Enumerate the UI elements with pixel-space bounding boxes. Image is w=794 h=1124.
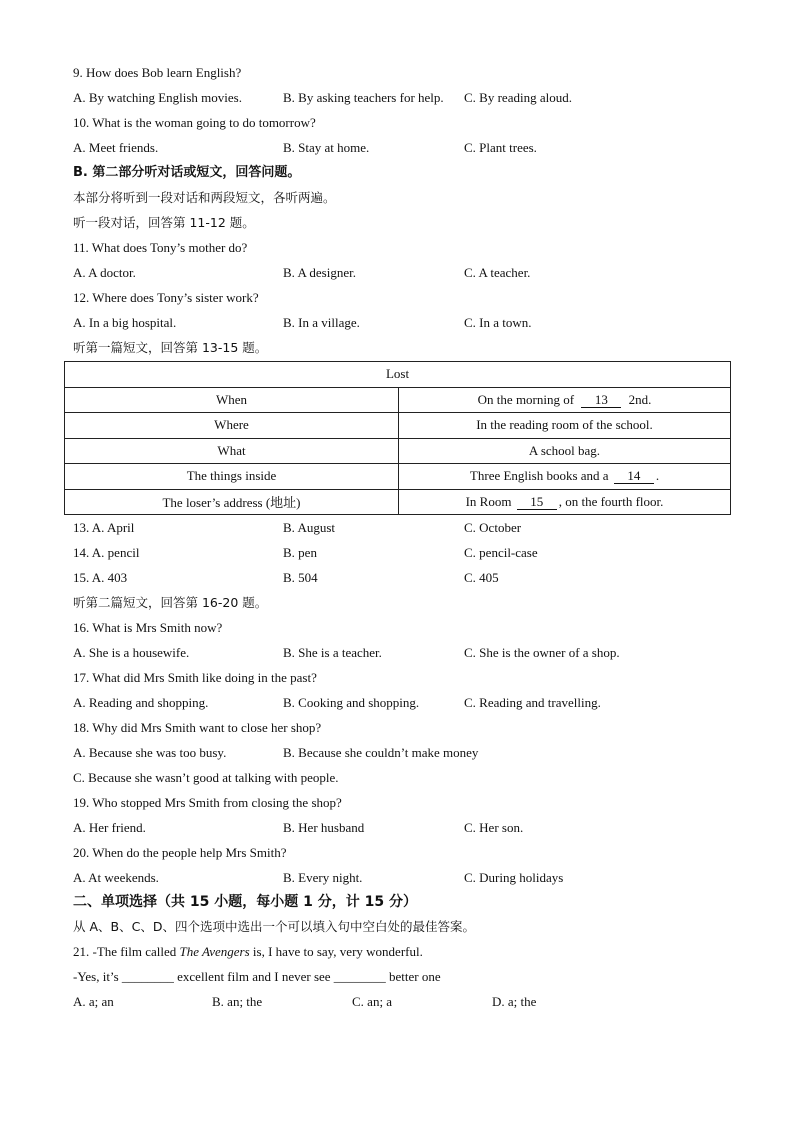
value-text: , on the fourth floor. bbox=[558, 493, 664, 509]
option-c: C. During holidays bbox=[464, 870, 564, 885]
option-a: A. She is a housewife. bbox=[73, 645, 190, 660]
option-c: C. October bbox=[464, 520, 522, 535]
option-a: A. a; an bbox=[73, 994, 114, 1009]
lost-notice-table bbox=[64, 361, 731, 515]
value-text: 2nd. bbox=[625, 391, 652, 407]
row-value: In the reading room of the school. bbox=[399, 413, 731, 439]
table-title: Lost bbox=[65, 362, 731, 388]
option-c: C. 405 bbox=[464, 570, 499, 585]
option-a: A. By watching English movies. bbox=[73, 90, 242, 105]
table-row bbox=[65, 413, 731, 439]
option-c: C. Her son. bbox=[464, 820, 524, 835]
section-heading: B. 第二部分听对话或短文，回答问题。 bbox=[73, 165, 301, 180]
value-text: . bbox=[655, 468, 660, 484]
row-value bbox=[399, 387, 731, 413]
option-b: B. an; the bbox=[212, 994, 263, 1009]
option-b: B. Because she couldn’t make money bbox=[283, 745, 479, 760]
option-c: C. In a town. bbox=[464, 315, 532, 330]
value-text: Three English books and a bbox=[469, 468, 612, 484]
section-heading: 二、单项选择（共 15 小题，每小题 1 分，计 15 分） bbox=[73, 894, 417, 910]
question-stem: 9. How does Bob learn English? bbox=[73, 65, 242, 80]
option-c: C. Reading and travelling. bbox=[464, 695, 601, 710]
value-text: On the morning of bbox=[477, 391, 578, 407]
option-b: B. Her husband bbox=[283, 820, 365, 835]
option-c: C. She is the owner of a shop. bbox=[464, 645, 620, 660]
option-c: C. Because she wasn’t good at talking with people. bbox=[73, 770, 339, 785]
row-label: When bbox=[65, 387, 399, 413]
option-c: C. an; a bbox=[352, 994, 393, 1009]
row-value: A school bag. bbox=[399, 438, 731, 464]
question-stem: 11. What does Tony’s mother do? bbox=[73, 240, 248, 255]
question-reply: -Yes, it’s ________ excellent film and I never see ________ better one bbox=[73, 969, 441, 984]
option-b: B. In a village. bbox=[283, 315, 360, 330]
section-instruction: 从 A、B、C、D、四个选项中选出一个可以填入句中空白处的最佳答案。 bbox=[73, 919, 475, 934]
option-b: B. A designer. bbox=[283, 265, 356, 280]
option-a: A. Because she was too busy. bbox=[73, 745, 227, 760]
row-value bbox=[399, 489, 731, 515]
option-b: B. pen bbox=[283, 545, 317, 560]
option-a: A. In a big hospital. bbox=[73, 315, 177, 330]
option-a: A. Reading and shopping. bbox=[73, 695, 209, 710]
option-b: B. She is a teacher. bbox=[283, 645, 382, 660]
table-row bbox=[65, 362, 731, 388]
question-stem: 17. What did Mrs Smith like doing in the past? bbox=[73, 670, 317, 685]
value-text: In Room bbox=[465, 493, 515, 509]
option-c: C. A teacher. bbox=[464, 265, 531, 280]
option-a: A. Her friend. bbox=[73, 820, 146, 835]
dialogue-intro: 听一段对话，回答第 11-12 题。 bbox=[73, 215, 255, 230]
table-row bbox=[65, 489, 731, 515]
row-label: Where bbox=[65, 413, 399, 439]
option-a: 13. A. April bbox=[73, 520, 135, 535]
stem-text: 21. -The film called bbox=[73, 944, 180, 959]
question-stem: 20. When do the people help Mrs Smith? bbox=[73, 845, 287, 860]
table-row bbox=[65, 438, 731, 464]
answer-blank: 15 bbox=[517, 495, 557, 510]
row-label: The things inside bbox=[65, 464, 399, 490]
option-d: D. a; the bbox=[492, 994, 537, 1009]
option-a: A. At weekends. bbox=[73, 870, 159, 885]
option-b: B. By asking teachers for help. bbox=[283, 90, 444, 105]
row-label: What bbox=[65, 438, 399, 464]
table-row bbox=[65, 464, 731, 490]
row-label: The loser’s address (地址) bbox=[65, 489, 399, 515]
question-stem bbox=[73, 943, 423, 961]
question-stem: 10. What is the woman going to do tomorrow? bbox=[73, 115, 316, 130]
answer-blank: 14 bbox=[614, 469, 654, 484]
option-c: C. By reading aloud. bbox=[464, 90, 572, 105]
film-title: The Avengers bbox=[179, 944, 250, 959]
table-row bbox=[65, 387, 731, 413]
option-c: C. Plant trees. bbox=[464, 140, 537, 155]
option-b: B. Every night. bbox=[283, 870, 363, 885]
passage-intro: 听第一篇短文，回答第 13-15 题。 bbox=[73, 340, 268, 355]
option-b: B. Cooking and shopping. bbox=[283, 695, 420, 710]
row-value bbox=[399, 464, 731, 490]
answer-blank: 13 bbox=[581, 393, 621, 408]
option-b: B. August bbox=[283, 520, 336, 535]
option-a: 15. A. 403 bbox=[73, 570, 128, 585]
question-stem: 12. Where does Tony’s sister work? bbox=[73, 290, 259, 305]
option-b: B. 504 bbox=[283, 570, 318, 585]
option-b: B. Stay at home. bbox=[283, 140, 370, 155]
question-stem: 16. What is Mrs Smith now? bbox=[73, 620, 223, 635]
option-c: C. pencil-case bbox=[464, 545, 538, 560]
passage-intro: 听第二篇短文，回答第 16-20 题。 bbox=[73, 595, 268, 610]
option-a: A. A doctor. bbox=[73, 265, 136, 280]
stem-text: is, I have to say, very wonderful. bbox=[249, 944, 423, 959]
option-a: 14. A. pencil bbox=[73, 545, 140, 560]
question-stem: 19. Who stopped Mrs Smith from closing the shop? bbox=[73, 795, 342, 810]
question-stem: 18. Why did Mrs Smith want to close her shop? bbox=[73, 720, 322, 735]
option-a: A. Meet friends. bbox=[73, 140, 159, 155]
section-instruction: 本部分将听到一段对话和两段短文，各听两遍。 bbox=[73, 190, 336, 205]
